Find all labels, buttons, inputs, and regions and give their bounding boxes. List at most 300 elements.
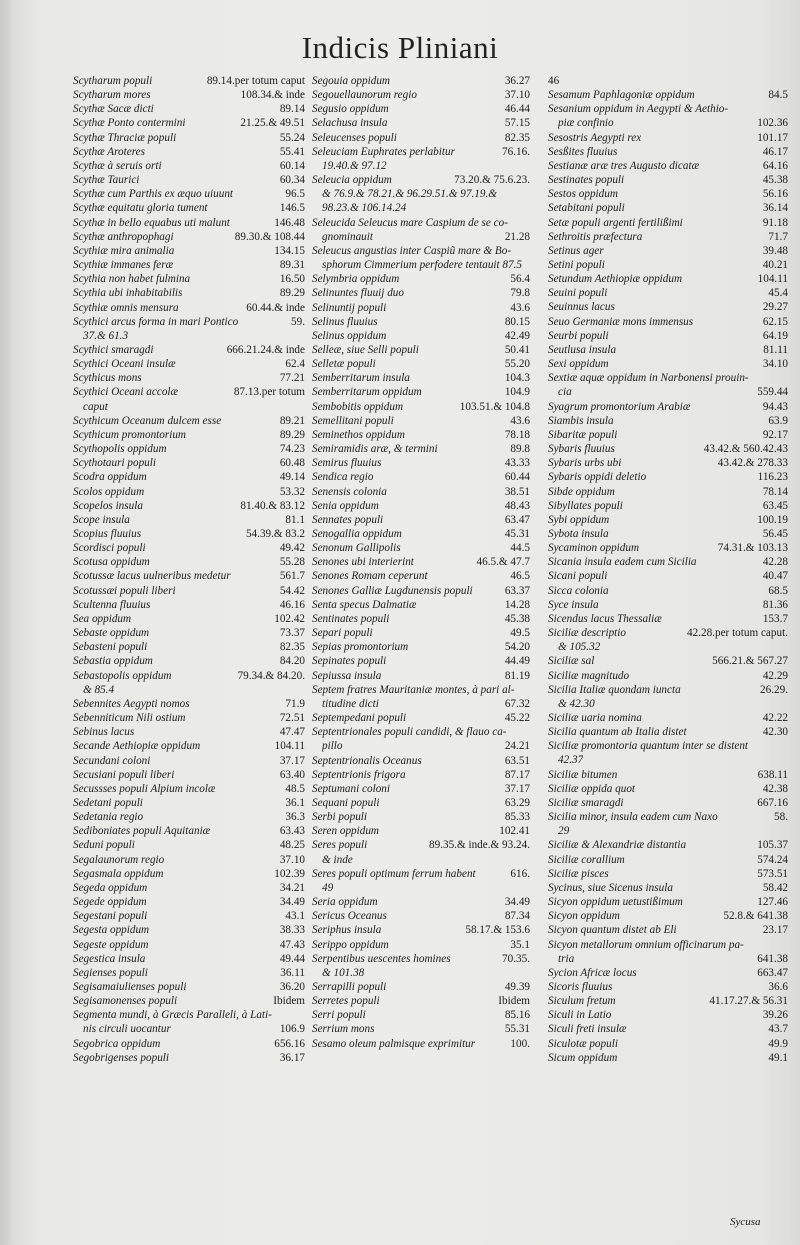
index-entry — [312, 414, 530, 428]
entry-reference: 102.42 — [274, 612, 305, 625]
entry-term: Selletæ populi — [312, 358, 376, 371]
index-entry — [548, 145, 788, 159]
index-entry — [312, 584, 530, 598]
index-entry — [548, 796, 788, 810]
entry-reference: 60.44 — [504, 471, 530, 484]
entry-reference: 55.41 — [279, 145, 305, 158]
index-entry — [73, 938, 305, 952]
entry-term: Segouia oppidum — [312, 75, 390, 87]
entry-reference: 84.5 — [768, 89, 788, 102]
index-entry — [548, 173, 788, 187]
entry-term: Semellitani populi — [312, 414, 394, 427]
entry-term: Seres populi — [312, 839, 368, 852]
index-entry — [73, 470, 305, 484]
entry-reference: 106.9 — [279, 1023, 305, 1036]
entry-term: Sentinates populi — [312, 612, 390, 625]
entry-term: Scythæ anthropophagi — [73, 230, 174, 243]
index-entry — [73, 711, 305, 725]
index-entry — [548, 428, 788, 442]
entry-continuation-text: cia — [558, 386, 572, 399]
index-entry — [312, 343, 530, 357]
entry-reference: 34.49 — [504, 896, 530, 909]
index-entry — [548, 938, 788, 952]
entry-reference: 89.21 — [279, 414, 305, 427]
index-entry — [312, 994, 530, 1008]
index-entry — [548, 768, 788, 782]
entry-reference: 85.16 — [504, 1009, 530, 1022]
entry-term: Septem fratres Mauritaniæ montes, à pari al- — [312, 683, 515, 696]
entry-term: Senones Romam ceperunt — [312, 570, 428, 583]
index-entry — [548, 187, 788, 201]
entry-term: Sicania insula eadem cum Sicilia — [548, 556, 697, 569]
index-entry — [312, 711, 530, 725]
index-entry — [548, 1051, 788, 1065]
index-entry — [73, 102, 305, 116]
index-entry — [548, 782, 788, 796]
entry-term: Seleucenses populi — [312, 131, 397, 144]
entry-term: Sycinus, siue Sicenus insula — [548, 881, 673, 894]
entry-term: Semiramidis aræ, & termini — [312, 443, 438, 456]
index-entry — [548, 895, 788, 909]
entry-term: Siciliæ descriptio — [548, 627, 626, 640]
index-entry-continuation — [73, 329, 305, 343]
entry-reference: 45.38 — [762, 174, 788, 187]
index-entry — [312, 952, 530, 966]
entry-reference: 56.16 — [762, 188, 788, 201]
entry-term: Segalaunorum regio — [73, 853, 165, 866]
entry-term: Secusiani populi liberi — [73, 768, 175, 781]
entry-reference: 55.28 — [279, 556, 305, 569]
index-entry — [73, 838, 305, 852]
entry-term: Scythici smaragdi — [73, 343, 154, 356]
index-entry — [548, 244, 788, 258]
entry-term: Senones ubi interierint — [312, 556, 414, 569]
index-entry — [73, 201, 305, 215]
entry-term: Senensis colonia — [312, 485, 387, 498]
index-entry — [73, 994, 305, 1008]
index-entry — [73, 527, 305, 541]
entry-reference: 561.7 — [279, 570, 305, 583]
entry-reference: 43.6 — [510, 414, 530, 427]
entry-continuation-text: titudine dicti — [322, 697, 379, 710]
entry-term: Scopius fluuius — [73, 528, 142, 540]
index-entry — [73, 1037, 305, 1051]
entry-term: Scythæ Aroteres — [73, 145, 145, 158]
entry-reference: 56.45 — [762, 527, 788, 540]
entry-term: Sicyon quantum distet ab Eli — [548, 924, 677, 937]
entry-reference: 96.5 — [285, 188, 305, 201]
entry-reference: 73.37 — [279, 627, 305, 640]
index-entry — [312, 725, 530, 739]
entry-reference: 104.3 — [504, 372, 530, 385]
index-entry — [548, 725, 788, 739]
entry-term: Sibaritæ populi — [548, 428, 618, 441]
entry-reference: 54.42 — [279, 584, 305, 597]
entry-term: Siciliæ bitumen — [548, 768, 618, 781]
index-entry — [548, 626, 788, 640]
index-entry — [312, 116, 530, 130]
index-entry — [73, 145, 305, 159]
entry-term: Scythicum promontorium — [73, 428, 186, 441]
entry-reference: 67.32 — [504, 697, 530, 710]
entry-term: Seuini populi — [548, 287, 608, 300]
entry-term: Selinus fluuius — [312, 315, 378, 328]
entry-term: Sexi oppidum — [548, 358, 609, 371]
entry-term: Segmenta mundi, à Græcis Paralleli, à Lati- — [73, 1009, 272, 1022]
entry-reference: 108.34.& inde — [240, 89, 305, 102]
entry-reference: 60.14 — [279, 159, 305, 172]
index-entry — [548, 810, 788, 824]
entry-term: Sicendus lacus Thessaliæ — [548, 612, 662, 625]
index-entry — [548, 612, 788, 626]
entry-continuation-text: & 85.4 — [83, 683, 115, 696]
entry-reference: 54.39.& 83.2 — [245, 528, 305, 540]
index-entry — [548, 329, 788, 343]
index-entry — [73, 244, 305, 258]
index-entry — [312, 456, 530, 470]
entry-continuation-text: caput — [83, 400, 108, 413]
entry-reference: 49.39 — [504, 981, 530, 993]
entry-term: Siciliæ pisces — [548, 867, 609, 880]
index-column-2 — [312, 74, 530, 1051]
entry-reference: 63.29 — [504, 796, 530, 809]
entry-reference: 49.44 — [279, 952, 305, 965]
entry-reference: 92.17 — [762, 428, 788, 441]
entry-continuation-text: & 76.9.& 78.21.& 96.29.51.& 97.19.& 98.23.& 106.14.24 — [322, 188, 497, 215]
index-entry — [312, 754, 530, 768]
entry-reference: 73.20.& 75.6.23. — [454, 174, 530, 187]
entry-reference: 53.32 — [279, 485, 305, 498]
entry-reference: 102.39 — [274, 867, 305, 880]
entry-reference: 74.31.& 103.13 — [717, 542, 788, 555]
entry-term: Sebastopolis oppidum — [73, 669, 172, 682]
index-entry — [312, 555, 530, 569]
entry-term: Siciliæ corallium — [548, 853, 625, 866]
index-entry — [548, 315, 788, 329]
entry-term: Scope insula — [73, 513, 130, 526]
entry-reference: 60.34 — [279, 174, 305, 187]
index-entry — [312, 131, 530, 145]
index-entry — [73, 640, 305, 654]
entry-reference: 46.5.& 47.7 — [476, 556, 530, 569]
entry-reference: 82.35 — [504, 131, 530, 144]
index-entry — [73, 853, 305, 867]
entry-reference: 48.43 — [504, 499, 530, 512]
entry-reference: 102.36 — [757, 117, 788, 130]
entry-term: Serpentibus uescentes homines — [312, 952, 451, 965]
entry-reference: 42.28 — [762, 556, 788, 569]
index-entry — [73, 612, 305, 626]
entry-reference: 38.51 — [504, 485, 530, 498]
entry-reference: 46.17 — [762, 145, 788, 158]
entry-continuation-text: 37.& 61.3 — [83, 329, 129, 342]
entry-term: Siciliæ sal — [548, 655, 595, 668]
entry-term: Seutlusa insula — [548, 343, 617, 356]
index-entry — [73, 768, 305, 782]
entry-term: Sybaris oppidi deletio — [548, 471, 647, 484]
entry-reference: 146.48 — [274, 216, 305, 229]
entry-reference: 58.42 — [762, 881, 788, 894]
index-entry — [312, 612, 530, 626]
entry-reference: 26.29. — [760, 683, 788, 696]
index-entry — [73, 131, 305, 145]
entry-term: Siciliæ oppida quot — [548, 782, 636, 795]
entry-term: Sibyllates populi — [548, 499, 623, 512]
entry-term: Sediboniates populi Aquitaniæ — [73, 825, 211, 838]
entry-reference: 559.44 — [757, 386, 788, 399]
index-entry — [312, 867, 530, 881]
index-entry — [548, 357, 788, 371]
index-entry-continuation — [312, 881, 530, 895]
entry-term: Sembobitis oppidum — [312, 400, 404, 413]
index-entry — [73, 725, 305, 739]
index-entry-continuation — [548, 640, 788, 654]
index-entry — [73, 923, 305, 937]
catchword: Sycusa — [730, 1216, 761, 1228]
index-entry — [548, 1008, 788, 1022]
entry-reference: 81.1 — [285, 513, 305, 526]
entry-term: Scythæ cum Parthis ex æquo uiuunt — [73, 188, 234, 201]
entry-term: Semirus fluuius — [312, 457, 382, 470]
entry-reference: 44.49 — [504, 655, 530, 668]
index-entry — [312, 329, 530, 343]
entry-reference: 48.25 — [279, 839, 305, 852]
entry-term: Sennates populi — [312, 513, 384, 526]
index-column-3 — [548, 74, 788, 1065]
entry-reference: 43.7 — [768, 1023, 788, 1036]
entry-term: Setabitani populi — [548, 202, 625, 215]
entry-term: Selinuntij populi — [312, 301, 387, 314]
entry-term: Seleuciam Euphrates perlabitur — [312, 145, 455, 158]
entry-reference: 656.16 — [274, 1037, 305, 1050]
index-entry — [312, 1008, 530, 1022]
entry-term: Siculi freti insulæ — [548, 1023, 627, 1036]
entry-reference: 47.47 — [279, 726, 305, 739]
entry-term: Segouellaunorum regio — [312, 89, 417, 102]
entry-term: Scythia non habet fulmina — [73, 273, 191, 286]
entry-term: Segesta oppidum — [73, 924, 150, 937]
entry-reference: 104.11 — [274, 740, 305, 753]
index-entry-continuation — [73, 400, 305, 414]
index-entry — [73, 88, 305, 102]
entry-term: Separi populi — [312, 627, 373, 640]
entry-reference: 81.19 — [504, 669, 530, 682]
index-entry — [73, 555, 305, 569]
entry-reference: 56.4 — [510, 273, 530, 286]
entry-reference: 573.51 — [757, 867, 788, 880]
entry-term: Sequani populi — [312, 796, 380, 809]
entry-reference: 55.31 — [504, 1023, 530, 1036]
entry-term: Sebasteni populi — [73, 641, 148, 654]
entry-reference: 36.6 — [768, 980, 788, 993]
index-entry — [73, 598, 305, 612]
entry-term: Segestica insula — [73, 952, 146, 965]
entry-reference: 39.26 — [762, 1009, 788, 1022]
entry-term: Scythiæ immanes feræ — [73, 259, 174, 272]
entry-reference: 78.14 — [762, 485, 788, 498]
entry-reference: 21.28 — [504, 230, 530, 243]
entry-term: Sycion Africæ locus — [548, 966, 637, 979]
entry-reference: 72.51 — [279, 712, 305, 725]
entry-reference: 55.20 — [504, 358, 530, 371]
entry-term: Sethroitis præfectura — [548, 230, 643, 243]
entry-term: Setæ populi argenti fertilißimi — [548, 216, 683, 229]
index-entry-continuation — [73, 1022, 305, 1036]
index-entry — [548, 853, 788, 867]
entry-term: Selymbria oppidum — [312, 273, 400, 286]
entry-reference: 36.11 — [280, 966, 305, 979]
entry-reference: 100.19 — [757, 513, 788, 526]
index-entry — [73, 952, 305, 966]
entry-reference: 64.16 — [762, 159, 788, 172]
entry-term: Septentrionalis Oceanus — [312, 754, 422, 767]
index-entry-continuation — [548, 753, 788, 767]
entry-term: Scolos oppidum — [73, 485, 145, 498]
entry-term: Serbi populi — [312, 811, 368, 824]
entry-reference: 14.28 — [504, 598, 530, 611]
entry-reference: 63.40 — [279, 768, 305, 781]
entry-reference: 43.42.& 278.33 — [717, 457, 788, 470]
entry-reference: 60.48 — [279, 457, 305, 470]
entry-reference: 23.17 — [762, 924, 788, 937]
entry-reference: 566.21.& 567.27 — [712, 655, 788, 668]
index-entry — [312, 669, 530, 683]
entry-continuation-text: & 101.38 — [322, 966, 365, 979]
entry-term: Sestos oppidum — [548, 188, 618, 201]
entry-reference: 79.8 — [510, 287, 530, 300]
index-entry — [548, 414, 788, 428]
index-entry — [548, 400, 788, 414]
entry-reference: 37.17 — [504, 782, 530, 795]
entry-reference: 63.47 — [504, 513, 530, 526]
entry-term: Sicca colonia — [548, 584, 609, 597]
entry-reference: 127.46 — [757, 896, 788, 909]
entry-reference: 89.14 — [279, 103, 305, 116]
entry-term: Sendica regio — [312, 471, 374, 484]
entry-term: Scultenna fluuius — [73, 598, 151, 611]
entry-term: Selinus oppidum — [312, 329, 387, 342]
entry-reference: 134.15 — [274, 244, 305, 257]
entry-reference: 638.11 — [757, 768, 788, 781]
entry-term: Sibde oppidum — [548, 485, 615, 498]
entry-reference: 42.30 — [762, 726, 788, 739]
index-entry — [73, 669, 305, 683]
entry-term: Sextiæ aquæ oppidum in Narbonensi prouin- — [548, 372, 749, 385]
entry-term: Siciliæ uaria nomina — [548, 712, 642, 725]
index-entry — [312, 569, 530, 583]
entry-reference: 94.43 — [762, 400, 788, 413]
index-entry — [548, 541, 788, 555]
entry-term: Setini populi — [548, 259, 605, 272]
page-title: Indicis Pliniani — [301, 30, 499, 65]
entry-term: Segisamaiulienses populi — [73, 981, 187, 993]
entry-reference: 60.44.& inde — [246, 301, 305, 314]
entry-term: Sycaminon oppidum — [548, 542, 640, 555]
entry-reference: 62.4 — [285, 358, 305, 371]
entry-term: Secussses populi Alpium incolæ — [73, 782, 216, 795]
entry-term: Senta specus Dalmatiæ — [312, 598, 417, 611]
entry-term: Sicum oppidum — [548, 1051, 618, 1064]
entry-reference: Ibidem — [273, 995, 305, 1008]
entry-term: Siciliæ & Alexandriæ distantia — [548, 839, 687, 852]
entry-continuation-text: 42.37 — [558, 754, 584, 767]
entry-term: Scythæ Taurici — [73, 174, 140, 187]
index-entry — [548, 669, 788, 683]
entry-term: Sebaste oppidum — [73, 627, 150, 640]
index-entry — [73, 187, 305, 201]
entry-term: Seleucia oppidum — [312, 174, 392, 187]
entry-continuation-text: tria — [558, 952, 575, 965]
index-entry-continuation — [312, 853, 530, 867]
entry-continuation-text: & 105.32 — [558, 641, 601, 654]
index-entry — [548, 485, 788, 499]
index-entry — [548, 683, 788, 697]
index-entry — [548, 513, 788, 527]
index-entry — [548, 131, 788, 145]
index-entry — [312, 938, 530, 952]
entry-reference: 641.38 — [757, 952, 788, 965]
entry-reference: 105.37 — [757, 839, 788, 852]
index-entry — [73, 428, 305, 442]
entry-term: Siciliæ smaragdi — [548, 796, 624, 809]
entry-term: Sebennites Aegypti nomos — [73, 697, 190, 710]
entry-term: Sedetania regio — [73, 811, 144, 824]
index-entry — [548, 1037, 788, 1051]
index-entry — [312, 895, 530, 909]
entry-reference: 62.15 — [762, 315, 788, 328]
index-entry — [73, 343, 305, 357]
entry-term: Scythæ equitatu gloria tument — [73, 202, 208, 215]
entry-term: Sedetani populi — [73, 796, 143, 809]
entry-term: Scythiæ omnis mensura — [73, 301, 179, 314]
index-entry — [73, 116, 305, 130]
entry-term: Septempedani populi — [312, 712, 407, 725]
entry-reference: 40.21 — [762, 259, 788, 272]
index-entry — [73, 1051, 305, 1065]
index-entry — [312, 1022, 530, 1036]
index-column-1 — [73, 74, 305, 1065]
index-entry — [312, 272, 530, 286]
index-entry — [312, 385, 530, 399]
index-entry — [312, 400, 530, 414]
entry-continuation-text: & 42.30 — [558, 697, 595, 710]
index-entry — [73, 966, 305, 980]
entry-reference: 43.33 — [504, 457, 530, 470]
index-entry — [548, 343, 788, 357]
entry-term: Septentrionales populi candidi, & flauo ca- — [312, 726, 507, 739]
entry-term: Scotussæi populi liberi — [73, 584, 176, 597]
entry-term: Serippo oppidum — [312, 938, 389, 951]
index-entry — [312, 145, 530, 159]
index-entry — [312, 470, 530, 484]
entry-reference: 87.34 — [504, 910, 530, 923]
entry-reference: 81.36 — [762, 598, 788, 611]
entry-term: Siciliæ promontoria quantum inter se distent — [548, 740, 749, 753]
entry-term: Segusio oppidum — [312, 103, 389, 116]
index-entry — [73, 654, 305, 668]
entry-reference: 37.10 — [279, 853, 305, 866]
entry-reference: 24.21 — [504, 740, 530, 753]
index-entry — [548, 654, 788, 668]
entry-reference: 102.41 — [499, 825, 530, 838]
entry-term: Sesamum Paphlagoniæ oppidum — [548, 89, 695, 102]
entry-term: Sesostris Aegypti rex — [548, 131, 642, 144]
entry-term: Scythopolis oppidum — [73, 443, 167, 456]
index-entry — [312, 301, 530, 315]
entry-term: Semberritarum oppidum — [312, 386, 422, 399]
entry-term: Scopelos insula — [73, 499, 143, 512]
entry-reference: 47.43 — [279, 938, 305, 951]
